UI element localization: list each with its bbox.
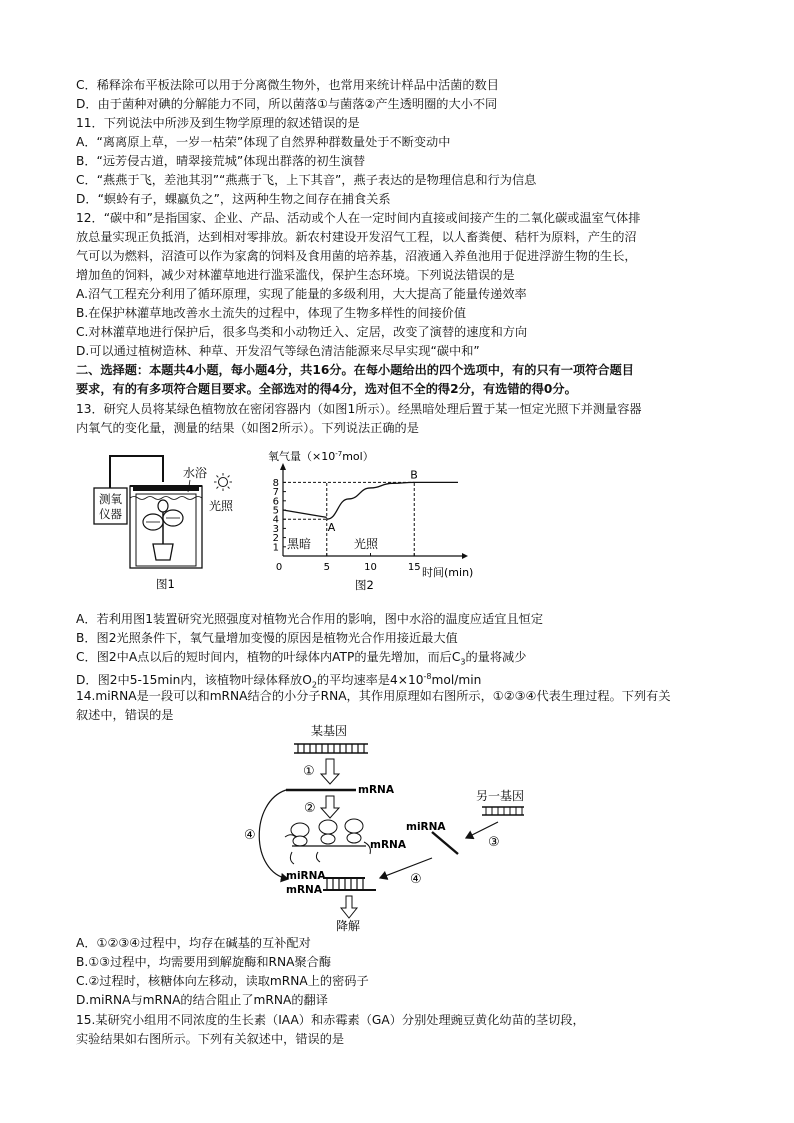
q13-option-c: C．图2中A点以后的短时间内，植物的叶绿体内ATP的量先增加，而后$C_3$的量将减少: [76, 650, 527, 667]
q13-figure1: [86, 446, 246, 594]
q13-stem-line1: 13．研究人员将某绿色植物放在密闭容器内（如图1所示）。经黑暗处理后置于某一恒定光照下并测量容器: [76, 402, 642, 416]
plant-leaf-top: [158, 500, 168, 512]
q11-option-a: A．“离离原上草，一岁一枯荣”体现了自然界种群数量处于不断变动中: [76, 135, 451, 149]
dark-phase-line: [283, 510, 327, 517]
meter-label-2: 仪器: [99, 507, 122, 521]
y-tick-label: 3: [272, 523, 279, 535]
section2-heading-line1: 二、选择题：本题共4小题，每小题4分，共16分。在每小题给出的四个选项中，有的只有一项符合题目: [76, 363, 634, 377]
figure2-caption: 图2: [355, 578, 374, 592]
step4-left-arrow: [259, 790, 288, 879]
meter-label-1: 测氧: [99, 492, 122, 506]
q15-stem-line1: 15.某研究小组用不同浓度的生长素（IAA）和赤霉素（GA）分别处理豌豆黄化幼苗的茎切段，: [76, 1013, 585, 1027]
figure1-caption: 图1: [156, 577, 175, 591]
chart-axes: [273, 463, 468, 573]
q14-mirna-diagram: [230, 722, 550, 934]
gene-dna-icon: [294, 744, 368, 753]
q15-stem-line2: 实验结果如右图所示。下列有关叙述中，错误的是: [76, 1032, 345, 1046]
point-b-label: B: [410, 468, 418, 482]
x-tick-label: 15: [407, 562, 421, 573]
light-period-label: 光照: [354, 537, 379, 551]
x-axis-arrow-icon: [462, 553, 468, 559]
y-tick-label: 7: [272, 487, 279, 499]
dark-period-label: 黑暗: [287, 537, 312, 551]
light-phase-curve: [327, 482, 458, 519]
q12-option-c: C.对林灌草地进行保护后，很多鸟类和小动物迁入、定居，改变了演替的速度和方向: [76, 325, 528, 339]
q13-option-b: B．图2光照条件下，氧气量增加变慢的原因是植物光合作用接近最大值: [76, 631, 458, 645]
y-tick-label: 4: [272, 514, 279, 526]
degrade-arrow-icon: [341, 896, 357, 918]
y-tick-label: 2: [272, 533, 279, 545]
step1-label: ①: [303, 764, 315, 779]
q13-figure2-chart: [262, 446, 484, 594]
meter-wire: [110, 456, 163, 488]
x-tick-label: 10: [364, 562, 377, 573]
x-tick-label: 5: [323, 562, 330, 573]
gene-label: 某基因: [311, 724, 348, 738]
x-tick-label: 0: [275, 562, 283, 573]
step1-arrow-icon: [321, 759, 339, 784]
q11-stem: 11．下列说法中所涉及到生物学原理的叙述错误的是: [76, 116, 360, 130]
mirna-strand: [432, 832, 458, 854]
step2-label: ②: [304, 801, 316, 816]
y-tick-label: 1: [272, 542, 279, 554]
step4-label-right: ④: [410, 872, 422, 887]
q12-stem-line3: 气可以为燃料，沼渣可以作为家禽的饲料及食用菌的培养基，沼液通入养鱼池用于促进浮游生物的生长，: [76, 249, 637, 263]
q12-option-b: B.在保护林灌草地改善水土流失的过程中，体现了生物多样性的间接价值: [76, 306, 467, 320]
q13-stem-line2: 内氧气的变化量，测量的结果（如图2所示）。下列说法正确的是: [76, 421, 419, 435]
mrna-label-bound: mRNA: [286, 884, 322, 896]
q12-option-d: D.可以通过植树造林、种草、开发沼气等绿色清洁能源来尽早实现“碳中和”: [76, 344, 480, 358]
plant-pot: [153, 544, 173, 560]
q14-option-d: D.miRNA与mRNA的结合阻止了mRNA的翻译: [76, 993, 328, 1007]
light-label: 光照: [209, 499, 234, 513]
q12-stem-line4: 增加鱼的饲料，减少对林灌草地进行滥采滥伐，保护生态环境。下列说法错误的是: [76, 268, 515, 282]
y-tick-label: 5: [272, 505, 279, 517]
q14-stem-line1: 14.miRNA是一段可以和mRNA结合的小分子RNA，其作用原理如右图所示，①②③④代表生理过程。下列有关: [76, 689, 671, 703]
other-gene-label: 另一基因: [476, 789, 525, 803]
step2-arrow-icon: [321, 796, 339, 818]
q13-option-a: A．若利用图1装置研究光照强度对植物光合作用的影响，图中水浴的温度应适宜且恒定: [76, 612, 544, 626]
q12-option-a: A.沼气工程充分利用了循环原理，实现了能量的多级利用，大大提高了能量传递效率: [76, 287, 527, 301]
q12-stem-line2: 放总量实现正负抵消，达到相对零排放。新农村建设开发沼气工程，以人畜粪便、秸杆为原料，产生的沼: [76, 230, 637, 244]
q14-option-c: C.②过程时，核糖体向左移动，读取mRNA上的密码子: [76, 974, 369, 988]
chart-xlabel: 时间(min): [422, 566, 474, 579]
step4-label-left: ④: [244, 828, 256, 843]
other-gene-dna-icon: [482, 807, 524, 815]
q14-option-a: A．①②③④过程中，均存在碱基的互补配对: [76, 936, 311, 950]
q11-option-d: D．“螟蛉有子，蜾蠃负之”，这两种生物之间存在捕食关系: [76, 192, 391, 206]
mrna-label-mid: mRNA: [370, 839, 406, 851]
q12-stem-line1: 12．“碳中和”是指国家、企业、产品、活动或个人在一定时间内直接或间接产生的二氧化碳或温室气体排: [76, 211, 641, 225]
water-bath-label: 水浴: [183, 466, 208, 480]
y-tick-label: 6: [272, 496, 279, 508]
q11-option-c: C．“燕燕于飞，差池其羽”“燕燕于飞，上下其音”，燕子表达的是物理信息和行为信息: [76, 173, 537, 187]
y-axis-arrow-icon: [280, 463, 286, 470]
mirna-label-bound: miRNA: [286, 870, 326, 882]
chart-ylabel: 氧气量$(\times 10^{-7}mol)$: [268, 450, 374, 463]
mirna-label-free: miRNA: [406, 821, 446, 833]
ribosome-polysome-icon: [285, 819, 370, 864]
point-a-label: A: [327, 521, 336, 535]
q10-option-c: C．稀释涂布平板法除可以用于分离微生物外，也常用来统计样品中活菌的数目: [76, 78, 499, 92]
q10-option-d: D．由于菌种对碘的分解能力不同，所以菌落①与菌落②产生透明圈的大小不同: [76, 97, 498, 111]
step4-right-arrow: [380, 858, 432, 878]
q14-stem-line2: 叙述中，错误的是: [76, 708, 174, 722]
section2-heading-line2: 要求，有的有多项符合题目要求。全部选对的得4分，选对但不全的得2分，有选错的得0分。: [76, 382, 577, 396]
degrade-label: 降解: [336, 919, 361, 933]
q11-option-b: B．“远芳侵古道，晴翠接荒城”体现出群落的初生演替: [76, 154, 366, 168]
step3-label: ③: [488, 835, 500, 850]
water-surface: [130, 497, 202, 500]
y-tick-label: 8: [272, 477, 279, 489]
q14-option-b: B.①③过程中，均需要用到解旋酶和RNA聚合酶: [76, 955, 332, 969]
mrna-label-top: mRNA: [358, 784, 394, 796]
sun-icon: [219, 478, 228, 487]
q13-option-d: D．图2中5-15min内，该植物叶绿体释放$O_2$的平均速率是$4\times 10^{-8}mol/\min$: [76, 672, 482, 690]
